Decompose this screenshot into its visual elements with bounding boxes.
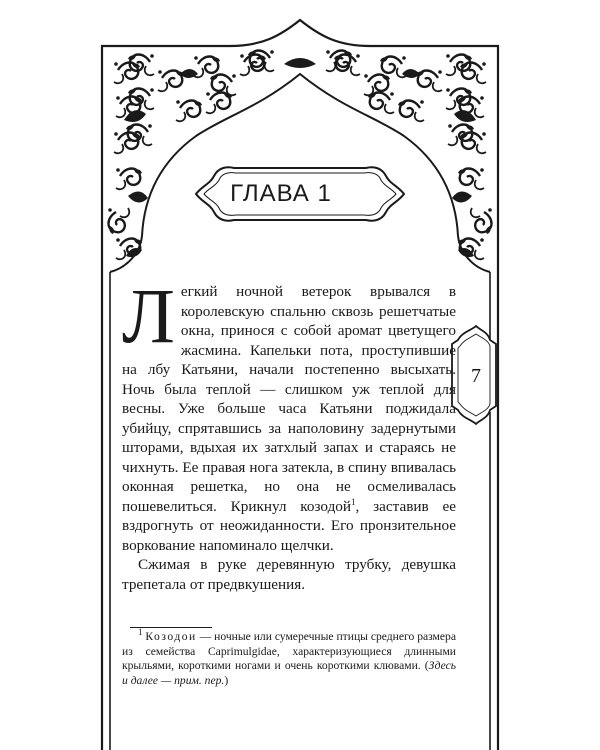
drop-cap: Л — [122, 272, 175, 359]
footnote-reference[interactable]: 1 — [351, 496, 356, 507]
footnote-text: — ночные или сумеречные птицы среднего размера из семейства Caprimulgidae, характеризующиеся длинными крыльями, короткими ногами и очень короткими клювами. ( — [122, 630, 456, 673]
footnote-marker: 1 — [138, 627, 143, 638]
footnote-note: Здесь и далее — прим. пер. — [122, 659, 456, 687]
paragraph-1-start: егкий ночной ветерок врывался в королевскую спальню сквозь решетчатые окна, принося с собой аромат цветущего жасмина. Капельки пота, проступившие на лбу Катьяни, начали постепенно высыхать. Ночь была теплой — слишком уж теплой для весны. Уже больше часа Катьяни поджидала убийцу, спрятавшись за наполовину задернутыми шторами, вдыхая их затхлый запах и стараясь не чихнуть. Ее правая нога затекла, в спину впивалась оконная решетка, но она не осмеливалась пошевелиться. Крикнул козодой — [122, 283, 456, 515]
page-number: 7 — [471, 364, 481, 387]
footnote — [122, 627, 456, 688]
arabesque-arch-ornament — [106, 46, 494, 266]
paragraph-1 — [122, 272, 456, 555]
chapter-text — [122, 272, 456, 594]
paragraph-2: Сжимая в руке деревянную трубку, девушка трепетала от предвкушения. — [122, 556, 456, 593]
chapter-title: ГЛАВА 1 — [230, 180, 332, 207]
footnote-term: Козодои — [145, 630, 197, 643]
paragraph-1-end: , заставив ее вздрогнуть от неожиданности. Его пронзительное воркование напоминало щелчки. — [122, 497, 456, 554]
footnote-close: ) — [224, 673, 229, 687]
